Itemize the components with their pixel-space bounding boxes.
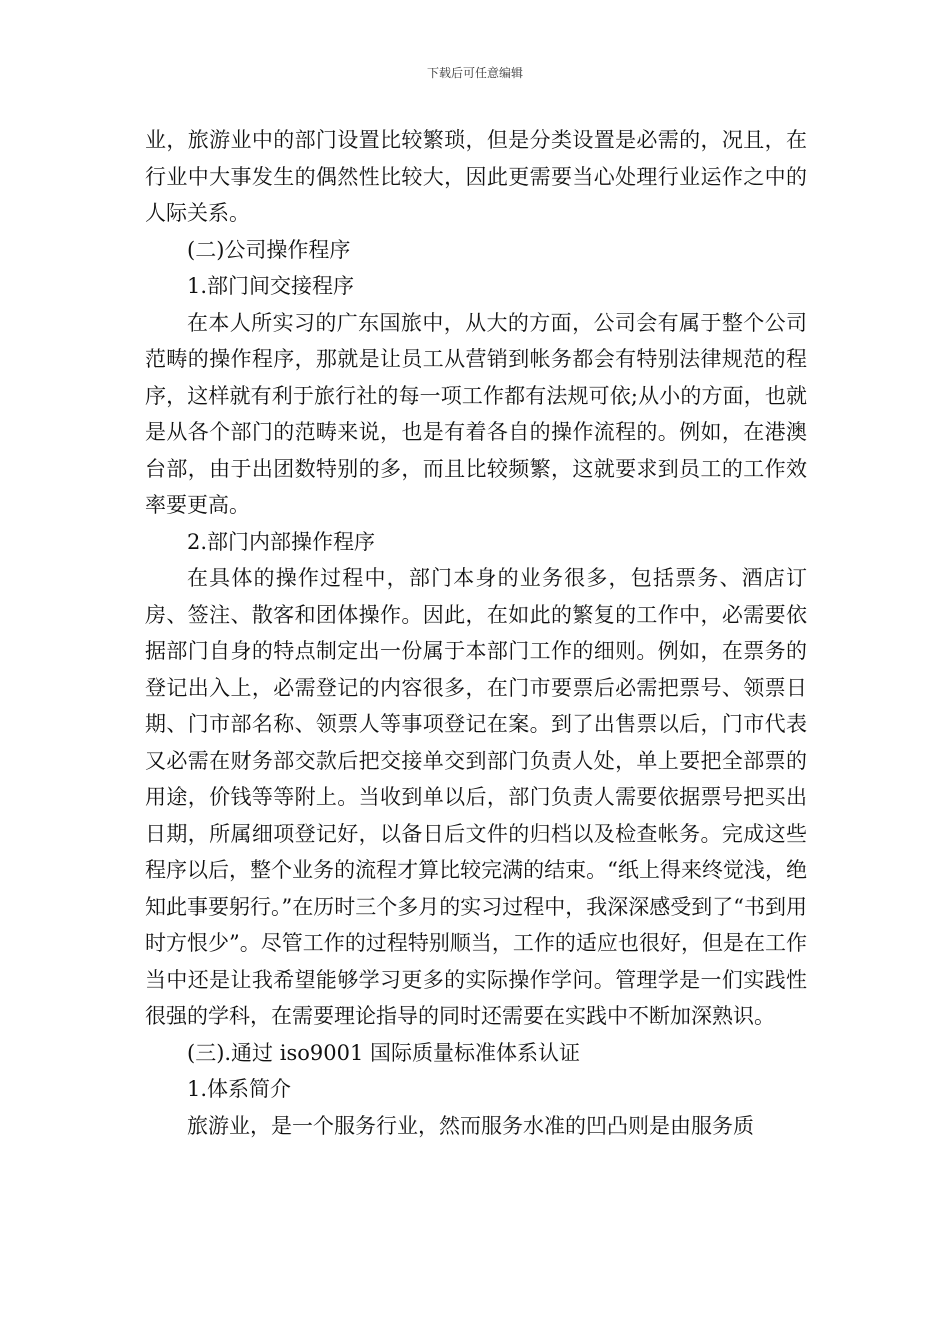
section-heading-iso9001: (三).通过 iso9001 国际质量标准体系认证: [187, 1040, 580, 1065]
section-heading-company-procedures: (二)公司操作程序: [187, 237, 351, 262]
paragraph-intra-department: 在具体的操作过程中，部门本身的业务很多，包括票务、酒店订房、签注、散客和团体操作。因此，在如此的繁复的工作中，必需要依据部门自身的特点制定出一份属于本部门工作的细则。例如，在票务的登记出入上，必需登记的内容很多，在门市要票后必需把票号、领票日期、门市部名称、领票人等事项登记在案。到了出售票以后，门市代表又必需在财务部交款后把交接单交到部门负责人处，单上要把全部票的用途，价钱等等附上。当收到单以后，部门负责人需要依据票号把买出日期，所属细项登记好，以备日后文件的归档以及检查帐务。完成这些程序以后，整个业务的流程才算比较完满的结束。“纸上得来终觉浅，绝知此事要躬行。”在历时三个多月的实习过程中，我深深感受到了“书到用时方恨少”。尽管工作的过程特别顺当，工作的适应也很好，但是在工作当中还是让我希望能够学习更多的实际操作学问。管理学是一们实践性很强的学科，在需要理论指导的同时还需要在实践中不断加深熟识。: [145, 566, 807, 1028]
document-body: [145, 122, 807, 1144]
subheading-inter-department: 1.部门间交接程序: [187, 274, 355, 298]
subheading-intra-department: 2.部门内部操作程序: [187, 529, 376, 554]
subheading-system-intro: 1.体系简介: [187, 1077, 292, 1101]
paragraph-continuation: 业，旅游业中的部门设置比较繁琐，但是分类设置是必需的，况且，在行业中大事发生的偶然性比较大，因此更需要当心处理行业运作之中的人际关系。: [145, 128, 807, 225]
paragraph-system-intro: 旅游业，是一个服务行业，然而服务水准的凹凸则是由服务质: [187, 1113, 754, 1138]
page-header: 下载后可任意编辑: [426, 66, 523, 80]
paragraph-inter-department: 在本人所实习的广东国旅中，从大的方面，公司会有属于整个公司范畴的操作程序，那就是让员工从营销到帐务都会有特别法律规范的程序，这样就有利于旅行社的每一项工作都有法规可依;从小的方面，也就是从各个部门的范畴来说，也是有着各自的操作流程的。例如，在港澳台部，由于出团数特别的多，而且比较频繁，这就要求到员工的工作效率要更高。: [145, 310, 807, 517]
